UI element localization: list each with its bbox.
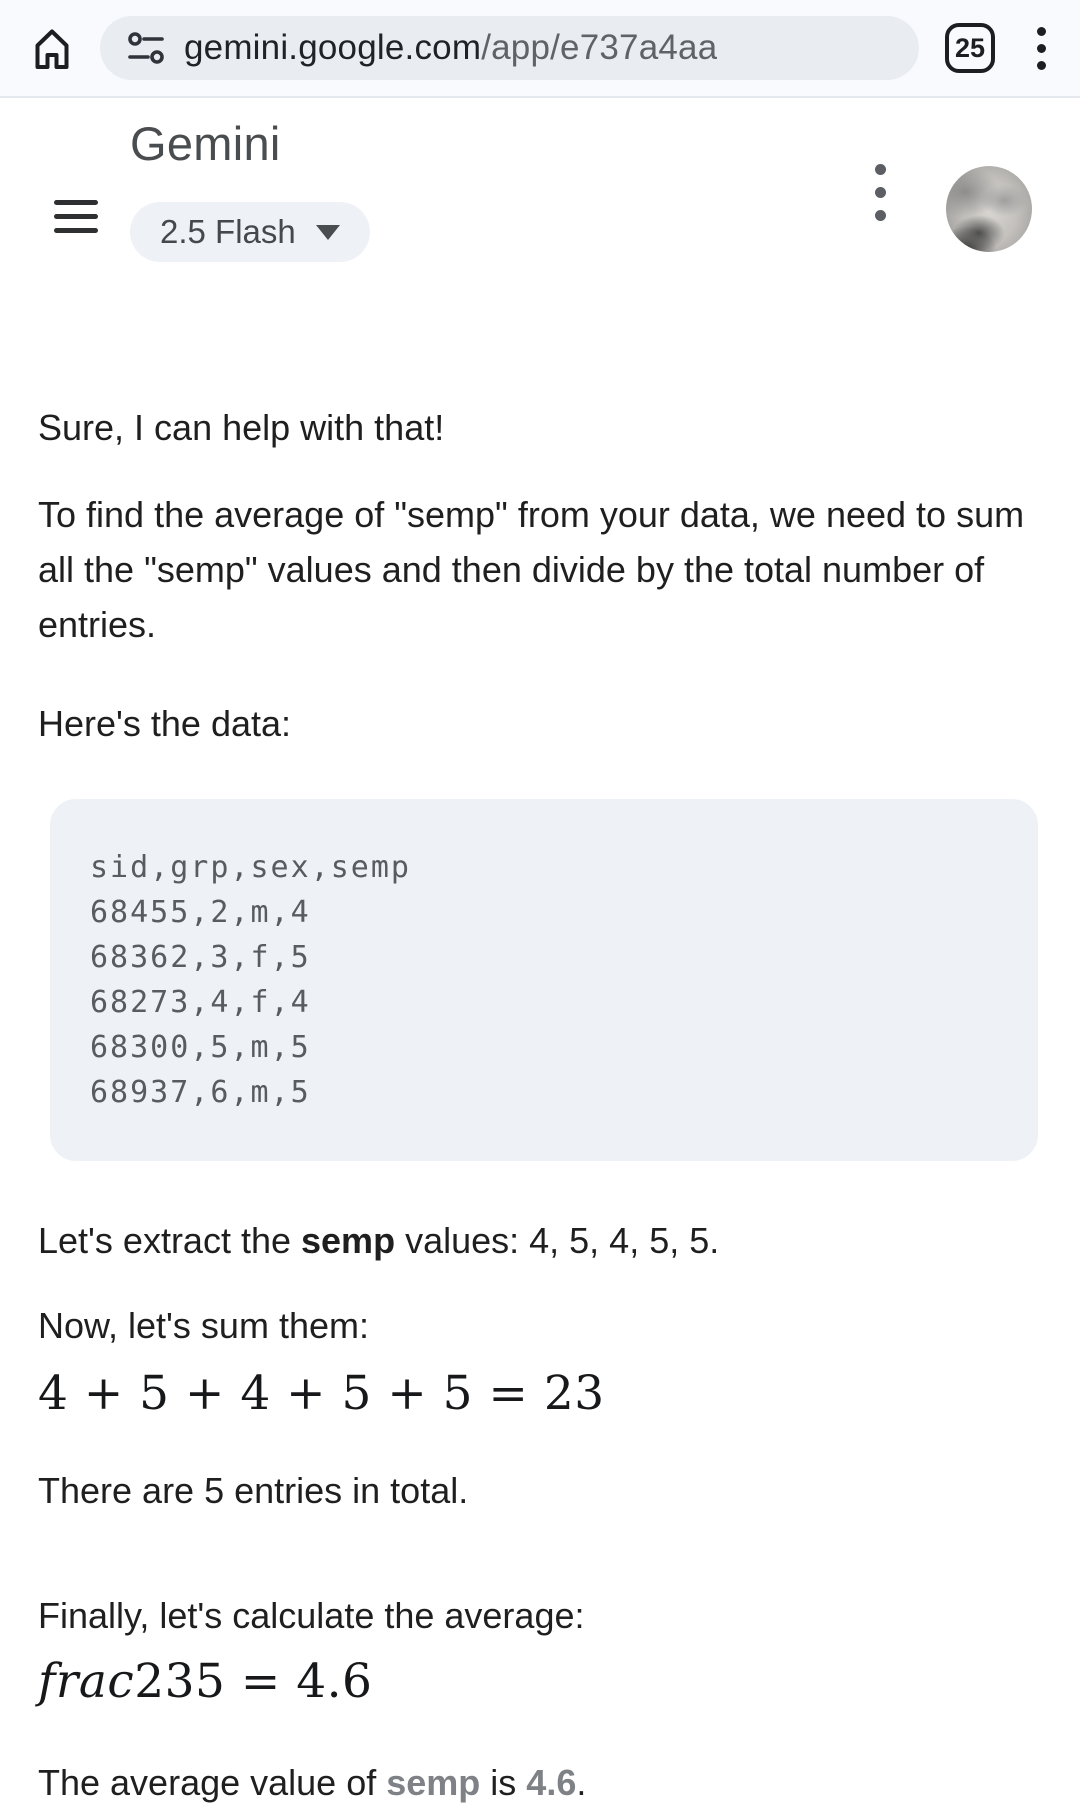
code-line: 68362,3,f,5 [90,940,311,975]
url-domain: gemini.google.com [184,28,482,67]
browser-menu-button[interactable] [1029,19,1054,78]
response-paragraph: Finally, let's calculate the average: [38,1595,585,1636]
conversation-menu-button[interactable] [869,158,892,227]
text-segment: is [480,1762,527,1803]
url-path: /app/e737a4aa [481,28,718,67]
kebab-dot [1037,61,1046,70]
hamburger-bar [54,228,98,233]
response-paragraph: Here's the data: [38,703,292,744]
site-controls-icon [124,26,168,70]
math-segment: 235 = 4.6 [134,1654,373,1709]
math-italic-segment: frac [38,1654,135,1709]
gemini-header [0,98,1080,290]
hamburger-bar [54,214,98,219]
text-segment: . [576,1762,587,1803]
bold-text: 4.6 [526,1762,577,1803]
code-line: sid,grp,sex,semp [90,850,411,885]
response-paragraph: There are 5 entries in total. [38,1470,469,1511]
text-segment: Let's extract the [38,1220,302,1261]
code-line: 68273,4,f,4 [90,985,311,1020]
response-paragraph: Now, let's sum them: [38,1305,369,1346]
home-icon [28,24,76,72]
home-button[interactable] [26,22,78,74]
hamburger-bar [54,200,98,205]
chevron-down-icon [316,225,340,240]
response-paragraph-streaming [38,1755,1042,1804]
code-line: 68300,5,m,5 [90,1030,311,1065]
text-segment: values: 4, 5, 4, 5, 5. [395,1220,720,1261]
kebab-dot [875,187,886,198]
hamburger-menu-button[interactable] [54,200,98,233]
kebab-dot [875,210,886,221]
code-line: 68455,2,m,4 [90,895,311,930]
bold-text: semp [386,1762,481,1803]
math-expression-average [38,1651,1042,1713]
browser-top-bar [0,0,1080,98]
app-title: Gemini [130,117,281,170]
response-paragraph: Sure, I can help with that! [38,407,445,448]
url-text [184,28,717,68]
response-paragraph [38,1213,1042,1268]
code-line: 68937,6,m,5 [90,1075,311,1110]
profile-avatar[interactable] [946,166,1032,252]
model-selector[interactable] [130,202,370,262]
chat-response [0,400,1080,1804]
kebab-dot [875,164,886,175]
code-block [50,799,1038,1161]
tab-switcher-button[interactable] [945,23,995,73]
url-bar[interactable] [100,16,919,80]
model-selector-label: 2.5 Flash [160,213,296,250]
bold-text: semp [301,1220,396,1261]
response-paragraph: To find the average of "semp" from your data, we need to sum all the "semp" values and then divide by the total number of entries. [38,494,1025,645]
text-segment: The average value of [38,1762,387,1803]
math-expression-sum: 4 + 5 + 4 + 5 + 5 = 23 [38,1366,605,1421]
tab-count: 25 [954,32,986,63]
kebab-dot [1037,27,1046,36]
kebab-dot [1037,44,1046,53]
